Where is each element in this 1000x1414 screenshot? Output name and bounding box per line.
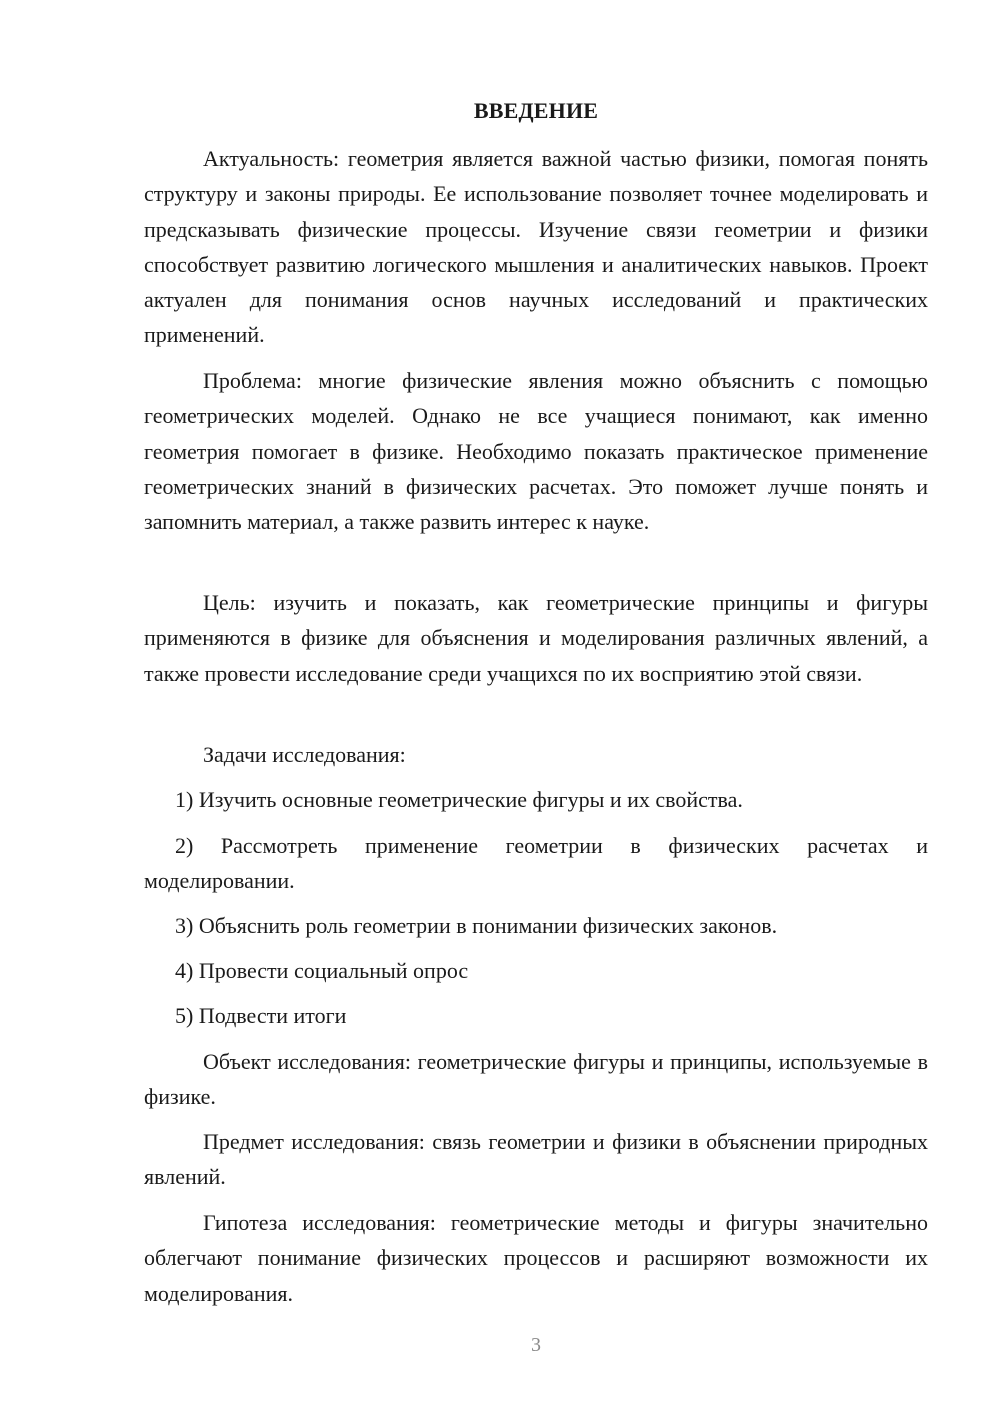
paragraph-object: Объект исследования: геометрические фигуры и принципы, используемые в физике.: [144, 1049, 928, 1110]
task-item-2: 2) Рассмотреть применение геометрии в физических расчетах и моделировании.: [144, 833, 928, 894]
section-title: ВВЕДЕНИЕ: [473, 98, 599, 123]
task-item-4: 4) Провести социальный опрос: [175, 958, 469, 983]
paragraph-subject: Предмет исследования: связь геометрии и физики в объяснении природных явлений.: [144, 1129, 928, 1190]
tasks-heading: Задачи исследования:: [203, 742, 406, 767]
page-number: 3: [531, 1334, 541, 1356]
paragraph-hypothesis: Гипотеза исследования: геометрические методы и фигуры значительно облегчают понимание физических процессов и расширяют возможности их моделирования.: [144, 1210, 928, 1306]
paragraph-goal: Цель: изучить и показать, как геометрические принципы и фигуры применяются в физике для объяснения и моделирования различных явлений, а также провести исследование среди учащихся по их восприятию этой связи.: [144, 590, 928, 686]
document-page: [144, 0, 928, 1414]
paragraph-relevance: Актуальность: геометрия является важной частью физики, помогая понять структуру и законы природы. Ее использование позволяет точнее моделировать и предсказывать физические процессы. Изучение связи геометрии и физики способствует развитию логического мышления и аналитических навыков. Проект актуален для понимания основ научных исследований и практических применений.: [144, 146, 928, 348]
task-item-5: 5) Подвести итоги: [175, 1003, 347, 1028]
paragraph-problem: Проблема: многие физические явления можно объяснить с помощью геометрических моделей. Однако не все учащиеся понимают, как именно геометрия помогает в физике. Необходимо показать практическое применение геометрических знаний в физических расчетах. Это поможет лучше понять и запомнить материал, а также развить интерес к науке.: [144, 368, 928, 535]
task-item-3: 3) Объяснить роль геометрии в понимании физических законов.: [175, 913, 778, 938]
task-item-1: 1) Изучить основные геометрические фигуры и их свойства.: [175, 787, 743, 812]
